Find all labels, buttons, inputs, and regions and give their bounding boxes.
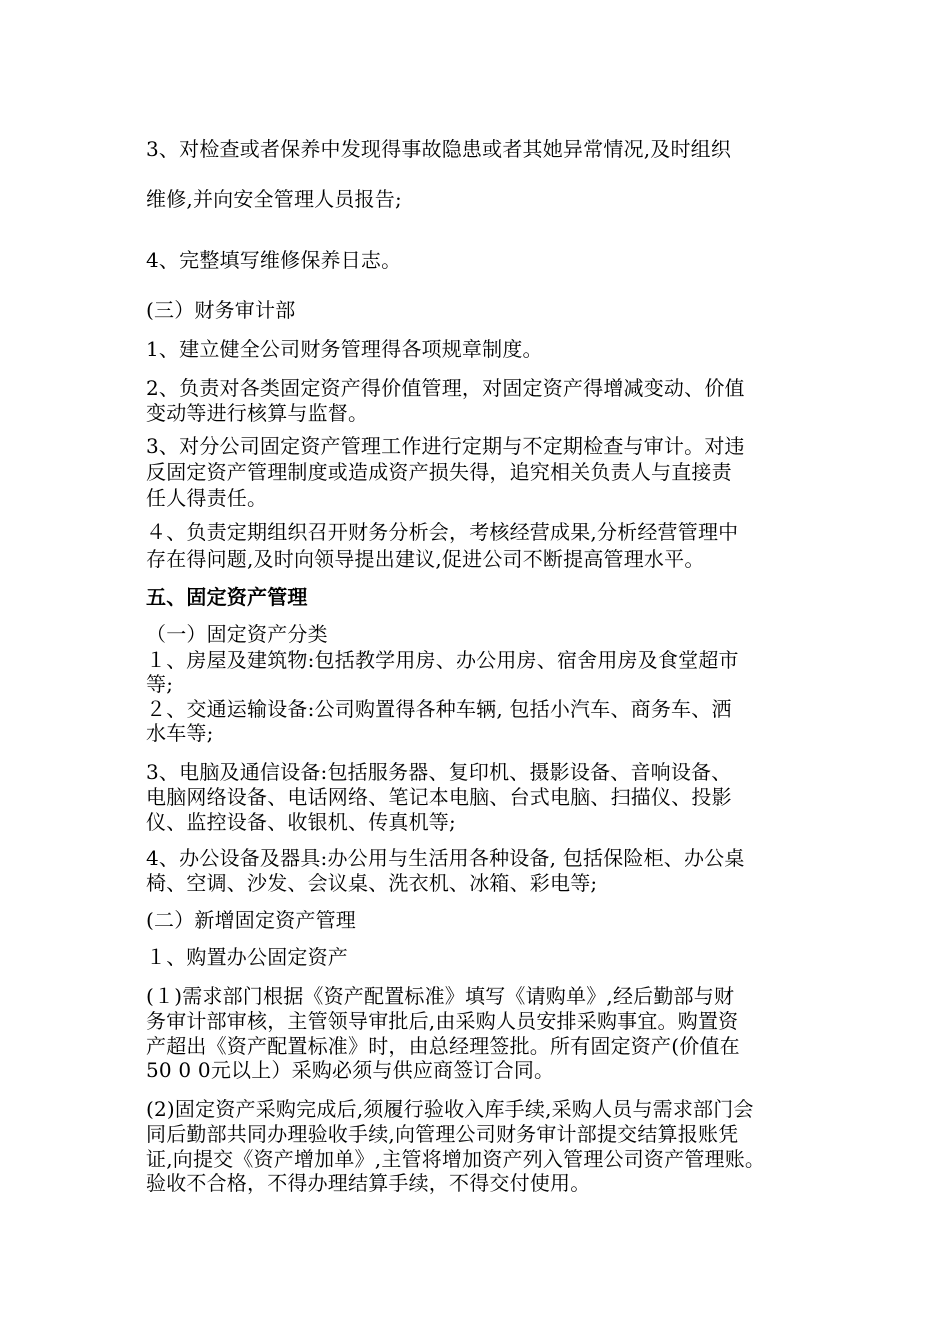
- text-line: 务审计部审核，主管领导审批后,由采购人员安排采购事宜。购置资: [146, 1009, 739, 1033]
- text-line: 椅、空调、沙发、会议桌、洗衣机、冰箱、彩电等;: [146, 871, 598, 895]
- text-line: 等;: [146, 672, 174, 696]
- subsection-heading: （一）固定资产分类: [146, 622, 328, 646]
- text-line: 2、负责对各类固定资产得价值管理，对固定资产得增减变动、价值: [146, 376, 745, 400]
- text-line: (2)固定资产采购完成后,须履行验收入库手续,采购人员与需求部门会: [146, 1097, 754, 1121]
- text-line: 维修,并向安全管理人员报告;: [146, 187, 402, 211]
- text-line: 同后勤部共同办理验收手续,向管理公司财务审计部提交结算报账凭: [146, 1122, 739, 1146]
- text-line: １、房屋及建筑物:包括教学用房、办公用房、宿舍用房及食堂超市: [146, 648, 739, 672]
- text-line: 3、对分公司固定资产管理工作进行定期与不定期检查与审计。对违: [146, 434, 745, 458]
- text-line: 4、完整填写维修保养日志。: [146, 248, 402, 272]
- text-line: 存在得问题,及时向领导提出建议,促进公司不断提高管理水平。: [146, 547, 705, 571]
- text-line: 50 0 0元以上）采购必须与供应商签订合同。: [146, 1058, 555, 1082]
- text-line: ２、交通运输设备:公司购置得各种车辆, 包括小汽车、商务车、洒: [146, 697, 732, 721]
- text-line: 4、办公设备及器具:办公用与生活用各种设备, 包括保险柜、办公桌: [146, 846, 745, 870]
- text-line: 电脑网络设备、电话网络、笔记本电脑、台式电脑、扫描仪、投影: [146, 785, 732, 809]
- text-line: 变动等进行核算与监督。: [146, 401, 369, 425]
- text-line: 验收不合格，不得办理结算手续，不得交付使用。: [146, 1171, 591, 1195]
- text-line: 任人得责任。: [146, 486, 268, 510]
- section-heading: 五、固定资产管理: [146, 585, 308, 609]
- text-line: ４、负责定期组织召开财务分析会，考核经营成果,分析经营管理中: [146, 520, 739, 544]
- subsection-heading: (三）财务审计部: [146, 298, 296, 322]
- text-line: 1、建立健全公司财务管理得各项规章制度。: [146, 337, 543, 361]
- subsection-heading: (二）新增固定资产管理: [146, 908, 357, 932]
- text-line: 反固定资产管理制度或造成资产损失得，追究相关负责人与直接责: [146, 460, 732, 484]
- text-line: 3、电脑及通信设备:包括服务器、复印机、摄影设备、音响设备、: [146, 760, 732, 784]
- text-line: 证,向提交《资产增加单》,主管将增加资产列入管理公司资产管理账。: [146, 1147, 766, 1171]
- text-line: 产超出《资产配置标准》时，由总经理签批。所有固定资产(价值在: [146, 1034, 740, 1058]
- text-line: (１)需求部门根据《资产配置标准》填写《请购单》,经后勤部与财: [146, 984, 735, 1008]
- text-line: 水车等;: [146, 721, 214, 745]
- text-line: 3、对检查或者保养中发现得事故隐患或者其她异常情况,及时组织: [146, 137, 732, 161]
- text-line: １、购置办公固定资产: [146, 945, 348, 969]
- text-line: 仪、监控设备、收银机、传真机等;: [146, 810, 456, 834]
